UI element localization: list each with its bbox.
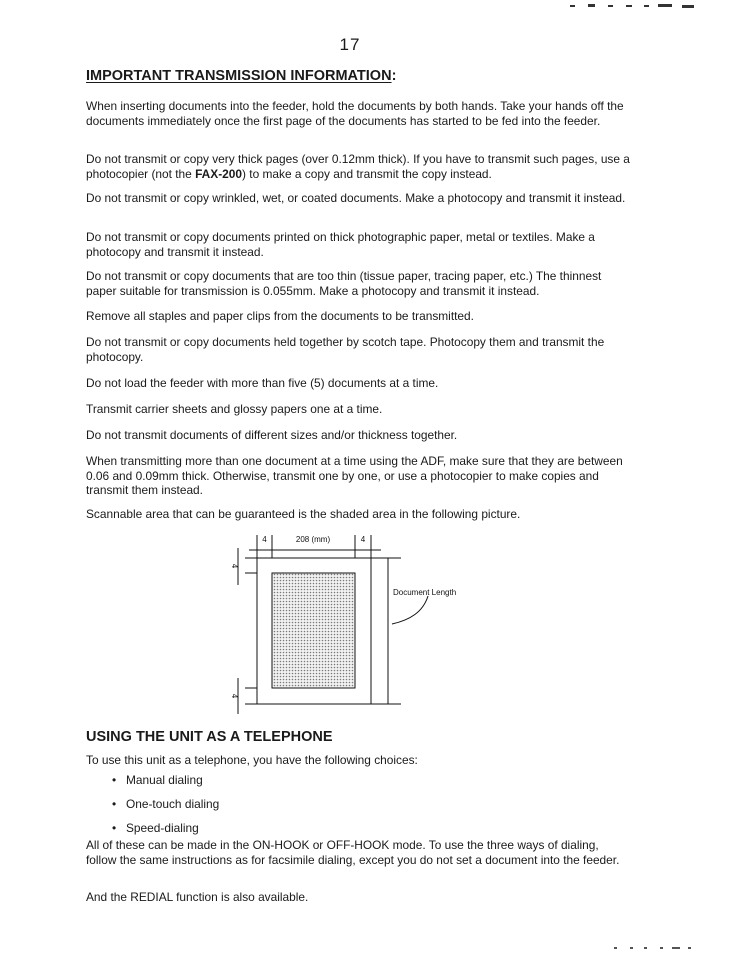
scan-marks-bottom — [610, 944, 700, 952]
dialing-choices-list — [112, 772, 219, 844]
list-item: • Manual dialing — [112, 772, 219, 796]
dim-label-bottom-margin: 4 — [230, 693, 239, 699]
paragraph-scotch-tape: Do not transmit or copy documents held together by scotch tape. Photocopy them and transmit the photocopy. — [86, 335, 605, 364]
paragraph-feeder: When inserting documents into the feeder, hold the documents by both hands. Take your hands off the documents immediately once the first page of the documents has started to be fed into the feeder. — [86, 99, 624, 128]
paragraph-wrinkled: Do not transmit or copy wrinkled, wet, or coated documents. Make a photocopy and transmit it instead. — [86, 191, 626, 205]
page-number: 17 — [339, 35, 361, 54]
dim-label-document-length: Document Length — [393, 588, 457, 597]
dim-label-width: 208 (mm) — [295, 535, 331, 544]
paragraph-adf: When transmitting more than one document at a time using the ADF, make sure that they are between 0.06 and 0.09mm thick. Otherwise, transmit one by one, or use a photocopier to make copies and transmit them instead. — [86, 454, 623, 498]
scan-marks-top — [560, 0, 710, 12]
thick-pages-text-before: Do not transmit or copy very thick pages (over 0.12mm thick). If you have to transmit such pages, use a photocopier (not the — [86, 152, 630, 181]
list-item: • One-touch dialing — [112, 796, 219, 820]
paragraph-telephone-intro: To use this unit as a telephone, you have the following choices: — [86, 753, 418, 767]
paragraph-different-sizes: Do not transmit documents of different sizes and/or thickness together. — [86, 428, 458, 442]
model-name: FAX-200 — [195, 166, 243, 181]
leader-line — [392, 596, 428, 624]
paragraph-thick-pages — [86, 152, 631, 181]
section-heading-telephone: USING THE UNIT AS A TELEPHONE — [86, 729, 333, 745]
paragraph-staples: Remove all staples and paper clips from the documents to be transmitted. — [86, 309, 474, 323]
paragraph-photographic: Do not transmit or copy documents printed on thick photographic paper, metal or textiles. Make a photocopy and transmit it instead. — [86, 230, 595, 259]
dim-label-top-margin: 4 — [230, 563, 239, 569]
paragraph-feeder-limit: Do not load the feeder with more than five (5) documents at a time. — [86, 376, 439, 390]
heading-colon: : — [391, 68, 397, 84]
heading-text: IMPORTANT TRANSMISSION INFORMATION — [86, 68, 392, 84]
section-heading-transmission — [86, 68, 396, 84]
paragraph-thin-paper: Do not transmit or copy documents that are too thin (tissue paper, tracing paper, etc.) The thinnest paper suitable for transmission is 0.055mm. Make a photocopy and transmit it instead. — [86, 269, 602, 298]
paragraph-carrier-sheets: Transmit carrier sheets and glossy papers one at a time. — [86, 402, 383, 416]
dim-label-right-margin: 4 — [360, 535, 366, 544]
paragraph-hook-modes: All of these can be made in the ON-HOOK or OFF-HOOK mode. To use the three ways of dialing, follow the same instructions as for facsimile dialing, except you do not set a document into the feeder. — [86, 838, 620, 867]
scannable-area-diagram — [225, 528, 495, 720]
dim-label-left-margin: 4 — [262, 535, 267, 544]
paragraph-redial: And the REDIAL function is also available. — [86, 890, 309, 904]
paragraph-scannable-area: Scannable area that can be guaranteed is the shaded area in the following picture. — [86, 507, 521, 521]
list-item: • Speed-dialing — [112, 820, 219, 844]
thick-pages-text-after: ) to make a copy and transmit the copy instead. — [242, 166, 492, 181]
scannable-shaded-area — [272, 573, 355, 688]
